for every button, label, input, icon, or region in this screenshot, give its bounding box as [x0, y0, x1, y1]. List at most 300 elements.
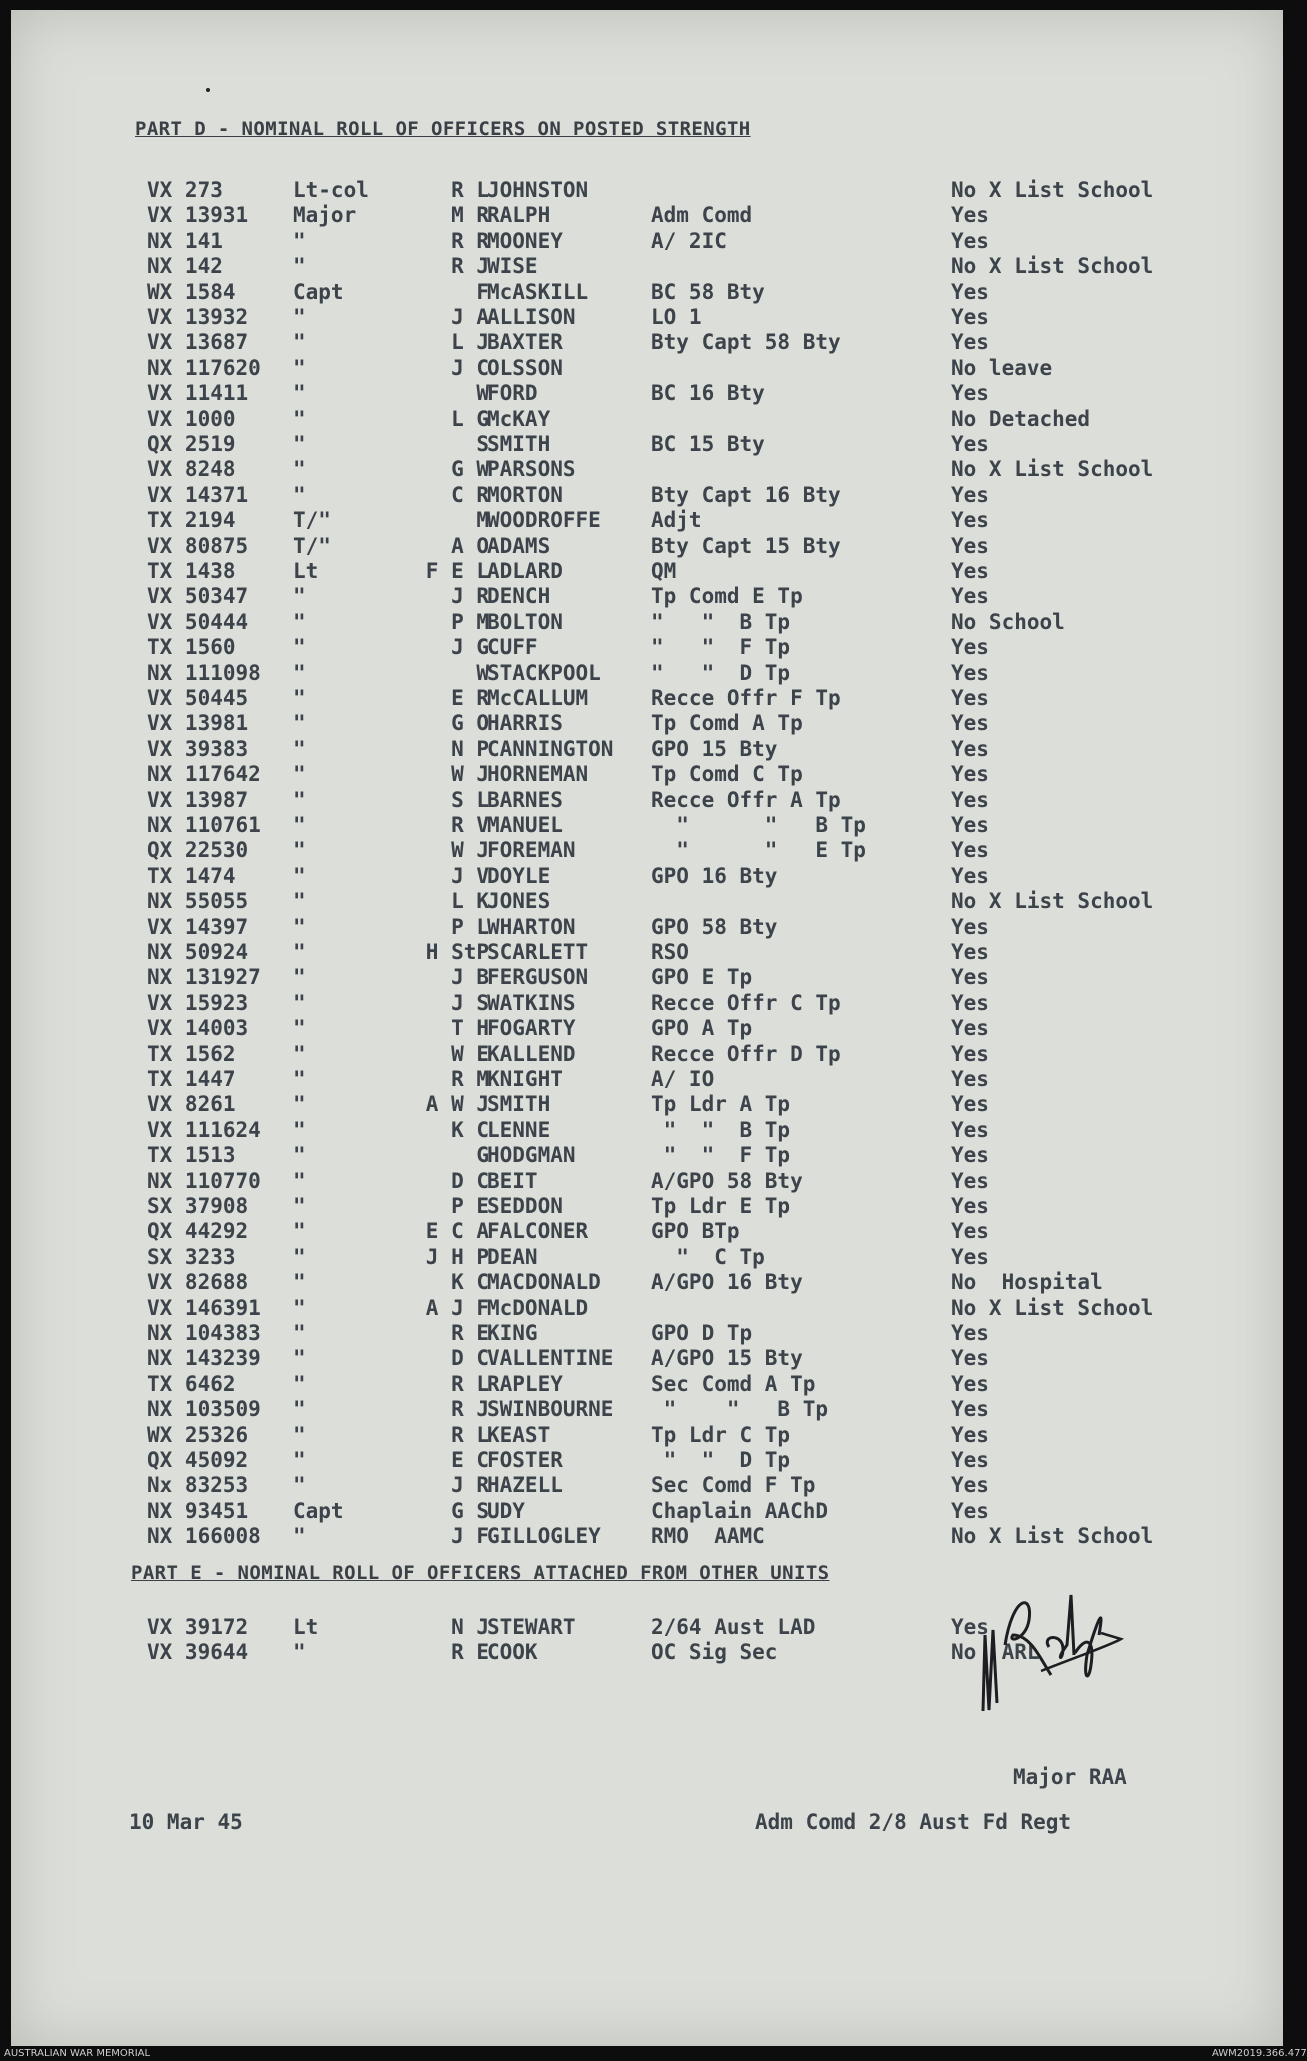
rank: " — [293, 1092, 306, 1117]
service-number: VX 13931 — [147, 203, 249, 228]
service-number: VX 50445 — [147, 686, 249, 710]
status: Yes — [951, 813, 989, 837]
rank: " — [293, 1448, 306, 1472]
initials: L J — [451, 330, 489, 355]
appointment: " " F Tp — [651, 635, 791, 660]
surname: MACDONALD — [487, 1270, 601, 1295]
roll-row — [11, 432, 1241, 457]
rank: " — [293, 254, 306, 279]
rank: " — [293, 609, 306, 634]
initials: L G — [451, 406, 489, 431]
rank: " — [293, 228, 306, 253]
status: Yes — [951, 432, 989, 456]
service-number: VX 1000 — [147, 406, 236, 431]
status: Yes — [951, 762, 989, 787]
rank: " — [293, 1168, 306, 1193]
surname: STACKPOOL — [487, 660, 601, 685]
service-number: QX 44292 — [147, 1219, 249, 1244]
appointment: " " D Tp — [651, 1448, 791, 1472]
status: Yes — [951, 914, 989, 939]
status: No Hospital — [951, 1270, 1103, 1295]
surname: LENNE — [487, 1117, 551, 1142]
surname: HARRIS — [487, 711, 563, 736]
service-number: VX 13932 — [147, 305, 249, 329]
rank: " — [293, 889, 306, 914]
appointment: OC Sig Sec — [651, 1640, 778, 1665]
service-number: NX 142 — [147, 254, 223, 279]
part-d-heading: PART D - NOMINAL ROLL OF OFFICERS ON POSTED STRENGTH — [135, 118, 751, 140]
archive-credit-left: AUSTRALIAN WAR MEMORIAL — [4, 2048, 151, 2059]
rank: " — [293, 1143, 306, 1168]
rank: " — [293, 1270, 306, 1295]
surname: MOONEY — [487, 228, 563, 253]
initials: P L — [451, 914, 489, 939]
surname: McDONALD — [487, 1295, 589, 1320]
initials: K C — [451, 1117, 489, 1142]
service-number: TX 1562 — [147, 1041, 236, 1066]
roll-row — [11, 762, 1241, 787]
initials: D C — [451, 1346, 489, 1371]
initials: J B — [451, 965, 489, 990]
surname: McCALLUM — [487, 686, 589, 710]
initials: W J — [451, 762, 489, 787]
rank: " — [293, 1041, 306, 1066]
initials: J V — [451, 863, 489, 888]
initials: S — [476, 432, 489, 456]
signatory-rank: Major RAA — [1013, 1765, 1127, 1789]
status: Yes — [951, 990, 989, 1015]
status: Yes — [951, 1448, 989, 1472]
roll-row — [11, 1448, 1241, 1473]
appointment: A/ 2IC — [651, 228, 727, 253]
appointment: GPO A Tp — [651, 1016, 753, 1041]
roll-row — [11, 1169, 1241, 1194]
service-number: VX 8248 — [147, 457, 236, 482]
appointment: A/ IO — [651, 1067, 715, 1091]
initials: N P — [451, 736, 489, 761]
initials: G W — [451, 457, 489, 482]
status: Yes — [951, 635, 989, 660]
service-number: TX 2194 — [147, 508, 236, 533]
unit-line: Adm Comd 2/8 Aust Fd Regt — [755, 1810, 1072, 1834]
rank: Lt — [293, 559, 319, 583]
rank: " — [293, 1067, 306, 1091]
initials: G O — [451, 711, 489, 736]
rank: " — [293, 1473, 306, 1498]
status: Yes — [951, 838, 989, 863]
surname: WHARTON — [487, 914, 576, 939]
rank: " — [293, 914, 306, 939]
appointment: Adm Comd — [651, 203, 753, 228]
roll-row — [11, 915, 1241, 940]
roll-row — [11, 508, 1241, 533]
initials: R R — [451, 228, 489, 253]
surname: JOHNSTON — [487, 178, 589, 202]
status: Yes — [951, 940, 989, 964]
initials: P M — [451, 609, 489, 634]
appointment: Sec Comd A Tp — [651, 1371, 816, 1396]
rank: " — [293, 1524, 306, 1549]
status: Yes — [951, 584, 989, 609]
status: Yes — [951, 1016, 989, 1041]
roll-row — [11, 1067, 1241, 1092]
rank: " — [293, 1295, 306, 1320]
roll-row — [11, 483, 1241, 508]
service-number: NX 50924 — [147, 940, 249, 964]
roll-row — [11, 864, 1241, 889]
appointment: " " B Tp — [651, 813, 866, 837]
rank: " — [293, 305, 306, 329]
appointment: 2/64 Aust LAD — [651, 1615, 816, 1639]
initials: E C A — [425, 1219, 489, 1244]
status: Yes — [951, 305, 989, 329]
document-date: 10 Mar 45 — [129, 1810, 243, 1834]
rank: " — [293, 863, 306, 888]
roll-row — [11, 1296, 1241, 1321]
initials: K C — [451, 1270, 489, 1295]
surname: HODGMAN — [487, 1143, 576, 1168]
status: No X List School — [951, 254, 1154, 279]
roll-row — [11, 229, 1241, 254]
rank: " — [293, 584, 306, 609]
initials: R L — [451, 1371, 489, 1396]
service-number: VX 14003 — [147, 1016, 249, 1041]
surname: CUFF — [487, 635, 538, 660]
appointment: A/GPO 58 Bty — [651, 1168, 803, 1193]
service-number: NX 117620 — [147, 355, 261, 380]
service-number: VX 273 — [147, 178, 223, 202]
roll-row — [11, 661, 1241, 686]
service-number: NX 131927 — [147, 965, 261, 990]
service-number: Nx 83253 — [147, 1473, 249, 1498]
service-number: NX 143239 — [147, 1346, 261, 1371]
initials: A J F — [425, 1295, 489, 1320]
initials: R E — [451, 1640, 489, 1665]
initials: J R — [451, 1473, 489, 1498]
initials: W J — [451, 838, 489, 863]
initials: J S — [451, 990, 489, 1015]
surname: OLSSON — [487, 355, 563, 380]
service-number: NX 55055 — [147, 889, 249, 914]
appointment: " " D Tp — [651, 660, 791, 685]
status: Yes — [951, 1244, 989, 1269]
roll-row — [11, 1194, 1241, 1219]
rank: " — [293, 406, 306, 431]
status: Yes — [951, 965, 989, 990]
appointment: LO 1 — [651, 305, 702, 329]
status: No X List School — [951, 889, 1154, 914]
status: Yes — [951, 1219, 989, 1244]
service-number: VX 50444 — [147, 609, 249, 634]
surname: FOGARTY — [487, 1016, 576, 1041]
surname: McKAY — [487, 406, 551, 431]
roll-row — [11, 457, 1241, 482]
surname: KING — [487, 1321, 538, 1345]
appointment: Bty Capt 15 Bty — [651, 533, 841, 558]
appointment: Chaplain AAChD — [651, 1498, 829, 1523]
status: No X List School — [951, 457, 1154, 482]
appointment: Sec Comd F Tp — [651, 1473, 816, 1498]
surname: SWINBOURNE — [487, 1397, 614, 1422]
rank: Capt — [293, 1498, 344, 1523]
ink-dot — [206, 88, 210, 92]
initials: L K — [451, 889, 489, 914]
service-number: VX 11411 — [147, 381, 249, 406]
surname: KEAST — [487, 1422, 551, 1447]
initials: F E L — [425, 559, 489, 583]
surname: KALLEND — [487, 1041, 576, 1066]
status: Yes — [951, 533, 989, 558]
roll-row — [11, 178, 1241, 203]
status: Yes — [951, 1498, 989, 1523]
rank: " — [293, 1244, 306, 1269]
status: Yes — [951, 559, 989, 583]
status: Yes — [951, 1346, 989, 1371]
roll-row — [11, 1372, 1241, 1397]
roll-row — [11, 1423, 1241, 1448]
service-number: QX 45092 — [147, 1448, 249, 1472]
roll-row — [11, 813, 1241, 838]
appointment: BC 58 Bty — [651, 279, 765, 304]
appointment: RSO — [651, 940, 689, 964]
roll-row — [11, 788, 1241, 813]
service-number: NX 111098 — [147, 660, 261, 685]
handwritten-signature — [971, 1575, 1161, 1715]
status: Yes — [951, 482, 989, 507]
appointment: Tp Ldr C Tp — [651, 1422, 791, 1447]
initials: T H — [451, 1016, 489, 1041]
service-number: TX 1438 — [147, 559, 236, 583]
appointment: Tp Ldr E Tp — [651, 1194, 791, 1218]
status: Yes — [951, 1371, 989, 1396]
rank: " — [293, 711, 306, 736]
appointment: " C Tp — [651, 1244, 765, 1269]
rank: " — [293, 1117, 306, 1142]
appointment: Tp Ldr A Tp — [651, 1092, 791, 1117]
appointment: Bty Capt 58 Bty — [651, 330, 841, 355]
surname: FOSTER — [487, 1448, 563, 1472]
status: No X List School — [951, 178, 1154, 202]
status: No Detached — [951, 406, 1091, 431]
appointment: RMO AAMC — [651, 1524, 765, 1549]
appointment: QM — [651, 559, 677, 583]
service-number: VX 39644 — [147, 1640, 249, 1665]
roll-row — [11, 1016, 1241, 1041]
roll-row — [11, 356, 1241, 381]
initials: J G — [451, 635, 489, 660]
rank: " — [293, 1321, 306, 1345]
status: No X List School — [951, 1524, 1154, 1549]
surname: CANNINGTON — [487, 736, 614, 761]
service-number: NX 104383 — [147, 1321, 261, 1345]
initials: N J — [451, 1615, 489, 1639]
service-number: VX 39383 — [147, 736, 249, 761]
rank: Capt — [293, 279, 344, 304]
roll-row — [11, 635, 1241, 660]
status: Yes — [951, 1067, 989, 1091]
rank: " — [293, 355, 306, 380]
initials: E C — [451, 1448, 489, 1472]
roll-row — [11, 584, 1241, 609]
roll-row — [11, 559, 1241, 584]
service-number: TX 1474 — [147, 863, 236, 888]
surname: ADAMS — [487, 533, 551, 558]
rank: T/" — [293, 533, 331, 558]
roll-row — [11, 838, 1241, 863]
roll-row — [11, 534, 1241, 559]
service-number: TX 1513 — [147, 1143, 236, 1168]
surname: STEWART — [487, 1615, 576, 1639]
rank: " — [293, 1640, 306, 1665]
service-number: TX 1560 — [147, 635, 236, 660]
rank: " — [293, 1346, 306, 1371]
surname: FERGUSON — [487, 965, 589, 990]
status: Yes — [951, 1092, 989, 1117]
appointment: Adjt — [651, 508, 702, 533]
status: Yes — [951, 1422, 989, 1447]
service-number: VX 14371 — [147, 482, 249, 507]
initials: J C — [451, 355, 489, 380]
surname: RALPH — [487, 203, 551, 228]
surname: VALLENTINE — [487, 1346, 614, 1371]
initials: G S — [451, 1498, 489, 1523]
rank: " — [293, 1016, 306, 1041]
service-number: VX 14397 — [147, 914, 249, 939]
initials: F — [476, 279, 489, 304]
appointment: Tp Comd E Tp — [651, 584, 803, 609]
surname: BOLTON — [487, 609, 563, 634]
roll-row — [11, 330, 1241, 355]
surname: SMITH — [487, 1092, 551, 1117]
status: No leave — [951, 355, 1053, 380]
initials: D C — [451, 1168, 489, 1193]
status: Yes — [951, 203, 989, 228]
appointment: Recce Offr D Tp — [651, 1041, 841, 1066]
rank: " — [293, 1194, 306, 1218]
appointment: GPO 58 Bty — [651, 914, 778, 939]
initials: A W J — [425, 1092, 489, 1117]
surname: DEAN — [487, 1244, 538, 1269]
appointment: Recce Offr F Tp — [651, 686, 841, 710]
status: Yes — [951, 1194, 989, 1218]
service-number: TX 6462 — [147, 1371, 236, 1396]
roll-row — [11, 1219, 1241, 1244]
status: Yes — [951, 1143, 989, 1168]
rank: " — [293, 635, 306, 660]
roll-row — [11, 991, 1241, 1016]
surname: SEDDON — [487, 1194, 563, 1218]
service-number: VX 82688 — [147, 1270, 249, 1295]
initials: J F — [451, 1524, 489, 1549]
status: Yes — [951, 787, 989, 812]
service-number: NX 110770 — [147, 1168, 261, 1193]
service-number: VX 13981 — [147, 711, 249, 736]
roll-row — [11, 737, 1241, 762]
appointment: A/GPO 16 Bty — [651, 1270, 803, 1295]
surname: DOYLE — [487, 863, 551, 888]
surname: FOREMAN — [487, 838, 576, 863]
initials: R L — [451, 1422, 489, 1447]
appointment: " " E Tp — [651, 838, 866, 863]
status: Yes — [951, 508, 989, 533]
surname: SMITH — [487, 432, 551, 456]
status: Yes — [951, 330, 989, 355]
surname: HAZELL — [487, 1473, 563, 1498]
surname: WISE — [487, 254, 538, 279]
roll-row — [11, 1524, 1241, 1549]
surname: BEIT — [487, 1168, 538, 1193]
surname: MORTON — [487, 482, 563, 507]
rank: " — [293, 787, 306, 812]
rank: " — [293, 1397, 306, 1422]
service-number: QX 22530 — [147, 838, 249, 863]
service-number: VX 13987 — [147, 787, 249, 812]
service-number: VX 50347 — [147, 584, 249, 609]
service-number: VX 39172 — [147, 1615, 249, 1639]
appointment: GPO 16 Bty — [651, 863, 778, 888]
surname: HORNEMAN — [487, 762, 589, 787]
rank: T/" — [293, 508, 331, 533]
roll-row — [11, 1118, 1241, 1143]
status: Yes — [951, 686, 989, 710]
service-number: VX 146391 — [147, 1295, 261, 1320]
rank: " — [293, 686, 306, 710]
service-number: NX 103509 — [147, 1397, 261, 1422]
rank: " — [293, 381, 306, 406]
status: Yes — [951, 1117, 989, 1142]
status: Yes — [951, 1615, 989, 1639]
roll-row — [11, 1042, 1241, 1067]
status: Yes — [951, 279, 989, 304]
rank: " — [293, 813, 306, 837]
status: Yes — [951, 863, 989, 888]
appointment: Bty Capt 16 Bty — [651, 482, 841, 507]
appointment: GPO D Tp — [651, 1321, 753, 1345]
rank: " — [293, 965, 306, 990]
initials: W — [476, 381, 489, 406]
initials: C R — [451, 482, 489, 507]
rank: Major — [293, 203, 357, 228]
appointment: BC 15 Bty — [651, 432, 765, 456]
initials: G — [476, 1143, 489, 1168]
rank: " — [293, 1422, 306, 1447]
initials: R E — [451, 1321, 489, 1345]
initials: A O — [451, 533, 489, 558]
status: Yes — [951, 1473, 989, 1498]
appointment: Tp Comd A Tp — [651, 711, 803, 736]
rank: " — [293, 330, 306, 355]
service-number: SX 37908 — [147, 1194, 249, 1218]
roll-row — [11, 1270, 1241, 1295]
status: Yes — [951, 1041, 989, 1066]
service-number: NX 166008 — [147, 1524, 261, 1549]
initials: M R — [451, 203, 489, 228]
service-number: SX 3233 — [147, 1244, 236, 1269]
service-number: VX 80875 — [147, 533, 249, 558]
roll-row — [11, 280, 1241, 305]
rank: " — [293, 940, 306, 964]
roll-row — [11, 1499, 1241, 1524]
roll-row — [11, 1245, 1241, 1270]
roll-row — [11, 1346, 1241, 1371]
initials: J A — [451, 305, 489, 329]
appointment: Recce Offr A Tp — [651, 787, 841, 812]
initials: E R — [451, 686, 489, 710]
appointment: " " B Tp — [651, 1397, 829, 1422]
appointment: GPO E Tp — [651, 965, 753, 990]
status: Yes — [951, 711, 989, 736]
rank: " — [293, 990, 306, 1015]
